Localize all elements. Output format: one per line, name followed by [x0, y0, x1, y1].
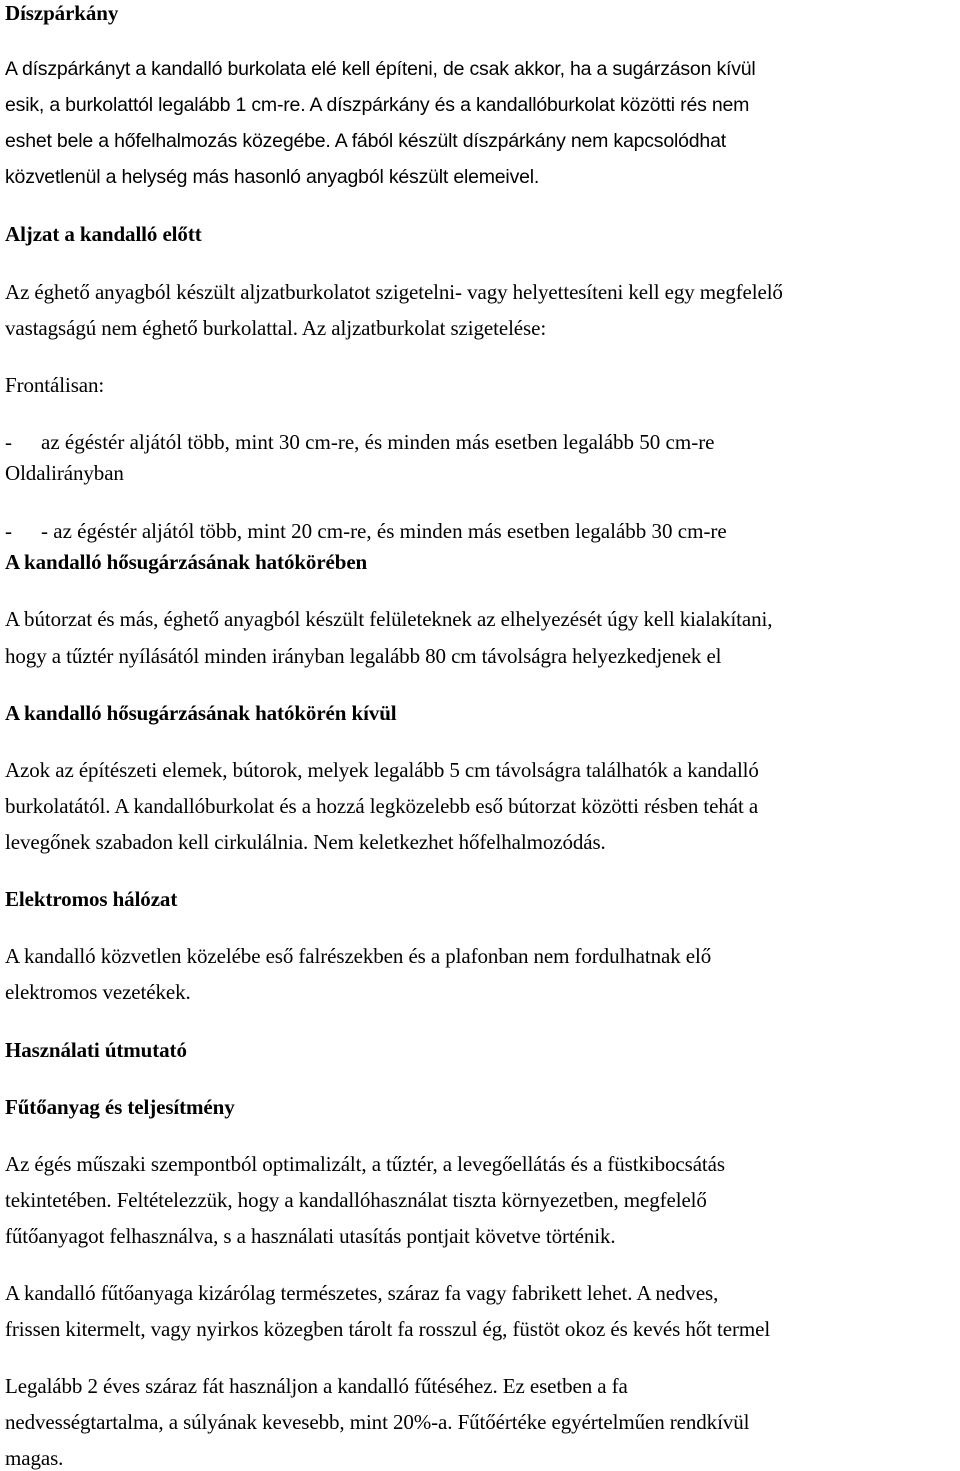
aljzat-line-1: Az éghető anyagból készült aljzatburkolatot szigetelni- vagy helyettesíteni kell egy megfelelő — [5, 280, 783, 304]
futoanyag-p2-line-2: frissen kitermelt, vagy nyirkos közegben tárolt fa rosszul ég, füstöt okoz és kevés hőt termel — [5, 1317, 771, 1341]
intro-line-4: közvetlenül a helység más hasonló anyagból készült elemeivel. — [5, 166, 540, 188]
list-item-text: - az égéstér aljától több, mint 20 cm-re, és minden más esetben legalább 30 cm-re — [41, 519, 727, 543]
list-item-text: az égéstér aljától több, mint 30 cm-re, és minden más esetben legalább 50 cm-re — [41, 430, 715, 454]
list-dash: - — [5, 519, 12, 543]
section-heading-hatokor-kivul: A kandalló hősugárzásának hatókörén kívül — [5, 701, 397, 725]
futoanyag-p2-line-1: A kandalló fűtőanyaga kizárólag természetes, száraz fa vagy fabrikett lehet. A nedves, — [5, 1281, 719, 1305]
label-frontalisan: Frontálisan: — [5, 373, 105, 397]
section-heading-hasznalati: Használati útmutató — [5, 1038, 187, 1062]
section-title-diszparkany: Díszpárkány — [5, 1, 119, 25]
label-oldaliranyban: Oldalirányban — [5, 461, 124, 485]
intro-line-2: esik, a burkolattól legalább 1 cm-re. A díszpárkány és a kandallóburkolat közötti rés nem — [5, 94, 750, 116]
intro-line-3: eshet bele a hőfelhalmozás közegébe. A fából készült díszpárkány nem kapcsolódhat — [5, 130, 726, 152]
intro-line-1: A díszpárkányt a kandalló burkolata elé kell építeni, de csak akkor, ha a sugárzáson kívül — [5, 58, 756, 80]
futoanyag-p1-line-3: fűtőanyagot felhasználva, s a használati utasítás pontjait követve történik. — [5, 1224, 616, 1248]
section-heading-elektromos: Elektromos hálózat — [5, 887, 178, 911]
section-heading-hatokor: A kandalló hősugárzásának hatókörében — [5, 550, 368, 574]
futoanyag-p3-line-3: magas. — [5, 1446, 64, 1470]
elektromos-line-1: A kandalló közvetlen közelébe eső falrészekben és a plafonban nem fordulhatnak elő — [5, 944, 712, 968]
hatokor-line-1: A bútorzat és más, éghető anyagból készült felületeknek az elhelyezését úgy kell kialakítani, — [5, 607, 773, 631]
futoanyag-p3-line-1: Legalább 2 éves száraz fát használjon a kandalló fűtéséhez. Ez esetben a fa — [5, 1374, 628, 1398]
list-item-frontalisan — [5, 429, 715, 455]
futoanyag-p3-line-2: nedvességtartalma, a súlyának kevesebb, mint 20%-a. Fűtőértéke egyértelműen rendkívül — [5, 1410, 750, 1434]
futoanyag-p1-line-1: Az égés műszaki szempontból optimalizált, a tűztér, a levegőellátás és a füstkibocsátás — [5, 1152, 725, 1176]
list-dash: - — [5, 430, 12, 454]
section-heading-aljzat: Aljzat a kandalló előtt — [5, 222, 202, 246]
hatokor-kivul-line-1: Azok az építészeti elemek, bútorok, melyek legalább 5 cm távolságra találhatók a kandalló — [5, 758, 759, 782]
futoanyag-p1-line-2: tekintetében. Feltételezzük, hogy a kandallóhasználat tiszta környezetben, megfelelő — [5, 1188, 707, 1212]
hatokor-kivul-line-2: burkolatától. A kandallóburkolat és a hozzá legközelebb eső bútorzat közötti résben tehát a — [5, 794, 759, 818]
aljzat-line-2: vastagságú nem éghető burkolattal. Az aljzatburkolat szigetelése: — [5, 316, 547, 340]
list-item-oldaliranyban — [5, 518, 727, 544]
hatokor-kivul-line-3: levegőnek szabadon kell cirkulálnia. Nem keletkezhet hőfelhalmozódás. — [5, 830, 606, 854]
hatokor-line-2: hogy a tűztér nyílásától minden irányban legalább 80 cm távolságra helyezkedjenek el — [5, 644, 722, 668]
section-heading-futoanyag: Fűtőanyag és teljesítmény — [5, 1095, 235, 1119]
elektromos-line-2: elektromos vezetékek. — [5, 980, 191, 1004]
